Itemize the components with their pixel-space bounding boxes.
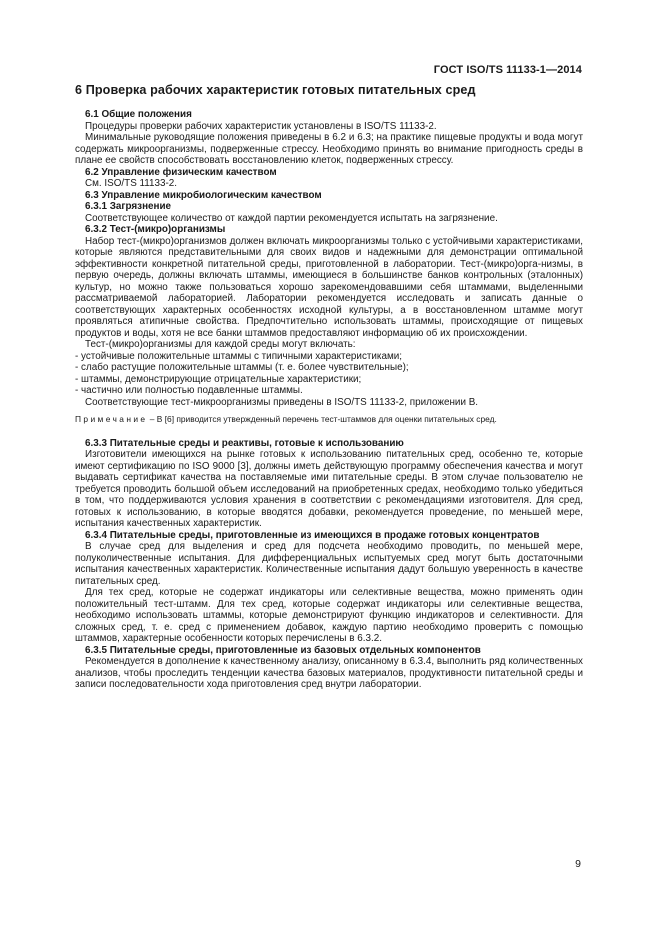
- standard-code: ГОСТ ISO/TS 11133-1—2014: [433, 64, 582, 76]
- list-item: - слабо растущие положительные штаммы (т. е. более чувствительные);: [75, 362, 409, 373]
- heading-6-3-1: 6.3.1 Загрязнение: [85, 201, 172, 212]
- heading-6-3-5: 6.3.5 Питательные среды, приготовленные из базовых отдельных компонентов: [85, 644, 481, 656]
- paragraph: Процедуры проверки рабочих характеристик установлены в ISO/TS 11133-2.: [85, 120, 437, 132]
- paragraph: Минимальные руководящие положения приведены в 6.2 и 6.3; на практике пищевые продукты и вода могут содержать микроорганизмы, подверженные стрессу. Необходимо принять во внимание пригодность среды в плане ее свойств способствовать восстановлению клеток, подверженных стрессу.: [75, 132, 583, 166]
- paragraph: Соответствующие тест-микроорганизмы приведены в ISO/TS 11133-2, приложении В.: [85, 396, 479, 408]
- note: [75, 414, 583, 426]
- paragraph: Тест-(микро)организмы для каждой среды могут включать:: [85, 339, 356, 350]
- note-label: Примечание: [75, 414, 148, 424]
- heading-6-3-4: 6.3.4 Питательные среды, приготовленные из имеющихся в продаже готовых концентратов: [85, 529, 540, 541]
- paragraph: В случае сред для выделения и сред для подсчета необходимо проводить, по меньшей мере, полуколичественные испытания. Для дифференциальных испытуемых сред могут быть достаточными испытания качественных характеристик. Количественные испытания дадут большую уверенность в качестве питательных сред.: [75, 541, 583, 587]
- paragraph: Соответствующее количество от каждой партии рекомендуется испытать на загрязнение.: [85, 212, 498, 224]
- list-item: - устойчивые положительные штаммы с типичными характеристиками;: [75, 350, 402, 362]
- heading-6-2: 6.2 Управление физическим качеством: [85, 166, 277, 178]
- paragraph: Для тех сред, которые не содержат индикаторы или селективные вещества, можно применять один положительный тест-штамм. Для тех сред, которые содержат индикаторы или селективные вещества, необходимо использовать штаммы, которые демонстрируют функцию индикаторов и селективности. Для сложных сред, т. е. сред с применением добавок, каждую партию необходимо проверить с помощью штаммов, характерные особенности которых перечислены в 6.3.2.: [75, 587, 583, 644]
- paragraph: Набор тест-(микро)организмов должен включать микроорганизмы только с устойчивыми характеристиками, которые являются представительными для своих видов и надежными для демонстрации оптимальной эффективности конкретной питательной среды, приготовленной в лаборатории. Тест-(микро)орга-низмы, в первую очередь, должны включать штаммы, имеющиеся в большинстве банков контрольных (эталонных) культур, но можно также пользоваться хорошо зарекомендовавшими себя штаммами, выделенными рассматриваемой лабораторией. Лаборатории рекомендуется исследовать и записать данные о соответствующих характерных особенностях исходной культуры, а в восстановленном штамме могут проявляться атипичные свойства. Предпочтительно использовать штаммы, происходящие от пищевых продуктов и воды, хотя не все банки штаммов предоставляют информацию об их происхождении.: [75, 235, 583, 339]
- body-text: [75, 109, 583, 691]
- page-number: 9: [575, 858, 581, 870]
- paragraph: См. ISO/TS 11133-2.: [85, 178, 178, 189]
- heading-6-3-3: 6.3.3 Питательные среды и реактивы, готовые к использованию: [85, 437, 404, 449]
- note-text: – В [6] приводится утвержденный перечень тест-штаммов для оценки питательных сред.: [147, 414, 497, 424]
- heading-6-3: 6.3 Управление микробиологическим качеством: [85, 189, 322, 201]
- paragraph: Изготовители имеющихся на рынке готовых к использованию питательных сред, особенно те, которые имеют сертификацию по ISO 9000 [3], должны иметь действующую программу обеспечения качества и могут выдавать сертификат качества на поставляемые ими питательные среды. В этом случае пользователю не требуется проводить большой объем исследований на приобретенных средах, необходимо только убедиться в том, что поддерживаются условия хранения в соответствии с рекомендациями изготовителя. Для сред, готовых к использованию, в которые вводятся добавки, рекомендуется проведение, по меньшей мере, испытания качественных характеристик.: [75, 449, 583, 529]
- paragraph: Рекомендуется в дополнение к качественному анализу, описанному в 6.3.4, выполнить ряд количественных анализов, чтобы проследить тенденции качества базовых материалов, продуктивности питательной среды и записи последовательности хода приготовления сред внутри лаборатории.: [75, 656, 583, 690]
- heading-6-1: 6.1 Общие положения: [85, 109, 192, 120]
- section-title: 6 Проверка рабочих характеристик готовых питательных сред: [75, 83, 476, 97]
- list-item: - частично или полностью подавленные штаммы.: [75, 385, 303, 396]
- list-item: - штаммы, демонстрирующие отрицательные характеристики;: [75, 373, 362, 385]
- heading-6-3-2: 6.3.2 Тест-(микро)организмы: [85, 224, 226, 235]
